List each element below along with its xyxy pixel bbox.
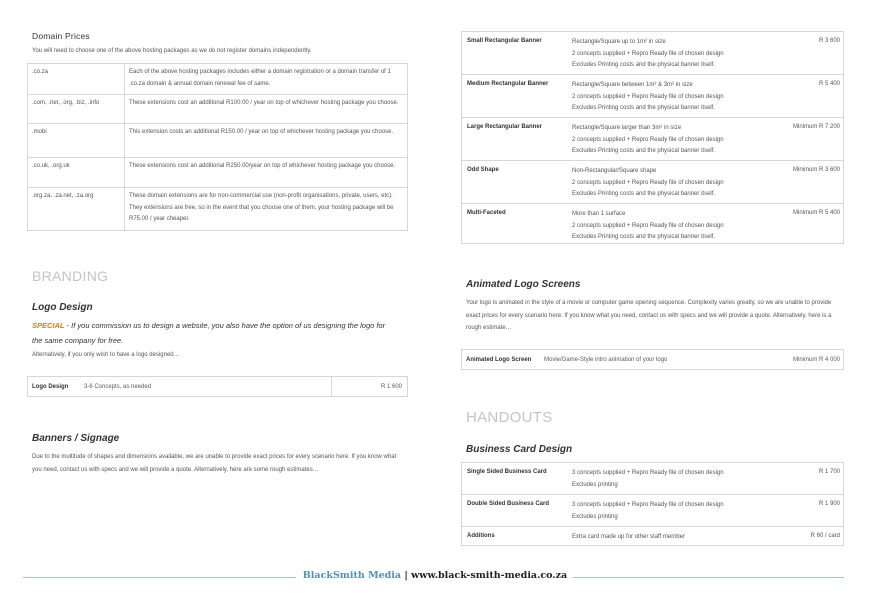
animated-logo-text: Your logo is animated in the style of a movie or computer game opening sequence. Complexity varies greatly, so we are unable to provide exact prices for every scenario here. If you know what you need, contact us with specs and we will provide a quote. Alternatively, here is a rough estimate… — [466, 300, 832, 331]
banner-name: Medium Rectangular Banner — [467, 81, 549, 87]
description-line: 2 concepts supplied + Repro Ready file of chosen design — [572, 179, 724, 186]
card-price: R 1 900 — [818, 501, 840, 507]
table-row — [28, 64, 408, 95]
banner-description — [572, 209, 724, 244]
banner-price: R 5 400 — [818, 81, 840, 87]
description-line: Rectangle/Square up to 1m² in size — [572, 39, 666, 45]
handouts-heading: HANDOUTS — [466, 409, 553, 426]
item-description: 3-6 Concepts, as needed — [84, 384, 152, 390]
item-name: Logo Design — [32, 384, 69, 390]
divider — [462, 494, 843, 495]
description-line: Excludes printing — [572, 513, 618, 520]
logo-design-price-row — [27, 376, 408, 397]
description-line: Non-Rectangular/Square shape — [572, 168, 657, 174]
banner-price: R 3 600 — [818, 38, 840, 44]
description-line: Excludes Printing costs and the physical banner itself. — [572, 105, 716, 111]
banner-name: Odd Shape — [467, 167, 499, 173]
description-line: 2 concepts supplied + Repro Ready file of chosen design — [572, 136, 724, 143]
domain-extension: .co.uk, .org.uk — [28, 158, 125, 188]
banner-description — [572, 37, 724, 72]
item-price: R 1 600 — [380, 384, 402, 390]
domain-intro-text: You will need to choose one of the above hosting packages as we do not register domains independently. — [32, 48, 312, 54]
description-line: Extra card made up for other staff member — [572, 534, 685, 540]
domain-description: These extensions cost an additional R250.00/year on top of whichever hosting package you choose. — [125, 158, 408, 188]
banner-price: Minimum R 5 400 — [792, 210, 840, 216]
special-offer-text — [32, 319, 392, 348]
banner-description — [572, 123, 724, 158]
item-name: Animated Logo Screen — [466, 357, 532, 363]
card-description — [572, 532, 685, 544]
card-name: Double Sided Business Card — [467, 501, 550, 507]
banners-signage-heading: Banners / Signage — [32, 433, 120, 444]
banner-name: Multi-Faceted — [467, 210, 506, 216]
banners-signage-text: Due to the multitude of shapes and dimensions available, we are unable to provide exact prices for every scenario here. If you know what you need, contact us with specs and we will provide a quote. Alternatively, here are some rough estimates… — [32, 454, 397, 473]
description-line: Excludes Printing costs and the physical banner itself. — [572, 234, 716, 240]
domain-extension: .org.za, .za.net, .za.org — [28, 188, 125, 231]
domain-description: These domain extensions are for non-commercial use (non-profit organisations, private, users, etc). They extensions are free, so in the event that you choose one of them, your hosting package will be R75.00 / year cheaper. — [125, 188, 408, 231]
logo-design-heading: Logo Design — [32, 302, 93, 313]
footer-separator: | — [401, 570, 412, 581]
banner-price: Minimum R 3 600 — [792, 167, 840, 173]
card-price: R 60 / card — [810, 533, 840, 539]
domain-description: These extensions cost an additional R100.00 / year on top of whichever hosting package you choose. — [125, 95, 408, 124]
description-line: Rectangle/Square larger than 3m² in size — [572, 125, 682, 131]
domain-prices-heading: Domain Prices — [32, 31, 90, 41]
banner-name: Large Rectangular Banner — [467, 124, 543, 130]
domain-prices-table — [27, 63, 408, 231]
domain-extension: .mobi — [28, 124, 125, 158]
domain-description: Each of the above hosting packages includes either a domain registration or a domain transfer of 1 .co.za domain & annual domain renewal fee of same. — [125, 64, 408, 95]
banner-name: Small Rectangular Banner — [467, 38, 542, 44]
description-line: 2 concepts supplied + Repro Ready file of chosen design — [572, 222, 724, 229]
footer-rule-left — [23, 577, 296, 578]
table-row — [28, 188, 408, 231]
banner-prices-table — [461, 31, 844, 244]
description-line: Excludes Printing costs and the physical banner itself. — [572, 191, 716, 197]
divider — [462, 526, 843, 527]
footer-url[interactable]: www.black-smith-media.co.za — [411, 570, 568, 581]
banner-price: Minimum R 7 200 — [792, 124, 840, 130]
divider — [462, 160, 843, 161]
table-row — [28, 124, 408, 158]
description-line: Excludes printing — [572, 481, 618, 488]
description-line: Excludes Printing costs and the physical banner itself. — [572, 148, 716, 154]
domain-description: This extension costs an additional R150.00 / year on top of whichever hosting package you choose. — [125, 124, 408, 158]
animated-logo-heading: Animated Logo Screens — [466, 279, 581, 290]
item-price: Minimum R 4 000 — [792, 357, 840, 363]
divider — [462, 74, 843, 75]
divider — [331, 377, 332, 396]
special-label: SPECIAL — [32, 321, 65, 330]
divider — [462, 117, 843, 118]
description-line: 2 concepts supplied + Repro Ready file of chosen design — [572, 93, 724, 100]
special-description: - If you commission us to design a website, you also have the option of us designing the logo for the same company for free. — [32, 321, 386, 345]
footer — [300, 570, 570, 581]
description-line: More than 1 surface — [572, 211, 626, 217]
card-description — [572, 500, 724, 523]
logo-alternative-text: Alternatively, if you only wish to have a logo designed… — [32, 352, 180, 358]
card-description — [572, 468, 724, 491]
table-row — [28, 95, 408, 124]
divider — [462, 203, 843, 204]
description-line: 3 concepts supplied + Repro Ready file of chosen design — [572, 470, 724, 476]
card-price: R 1 700 — [818, 469, 840, 475]
banner-description — [572, 166, 724, 201]
description-line: Excludes Printing costs and the physical banner itself. — [572, 62, 716, 68]
description-line: 2 concepts supplied + Repro Ready file of chosen design — [572, 50, 724, 57]
footer-brand: BlackSmith Media — [302, 570, 402, 581]
card-name: Additions — [467, 533, 495, 539]
item-description: Movie/Game-Style intro animation of your logo — [544, 357, 668, 363]
branding-heading: BRANDING — [32, 268, 109, 284]
business-card-prices-table — [461, 462, 844, 546]
banner-description — [572, 80, 724, 115]
domain-extension: .co.za — [28, 64, 125, 95]
table-row — [28, 158, 408, 188]
animated-logo-price-row — [461, 349, 844, 370]
business-card-heading: Business Card Design — [466, 444, 573, 455]
description-line: Rectangle/Square between 1m² & 3m² in size — [572, 82, 693, 88]
domain-extension: .com, .net, .org, .biz, .info — [28, 95, 125, 124]
footer-rule-right — [573, 577, 844, 578]
description-line: 3 concepts supplied + Repro Ready file of chosen design — [572, 502, 724, 508]
card-name: Single Sided Business Card — [467, 469, 547, 475]
